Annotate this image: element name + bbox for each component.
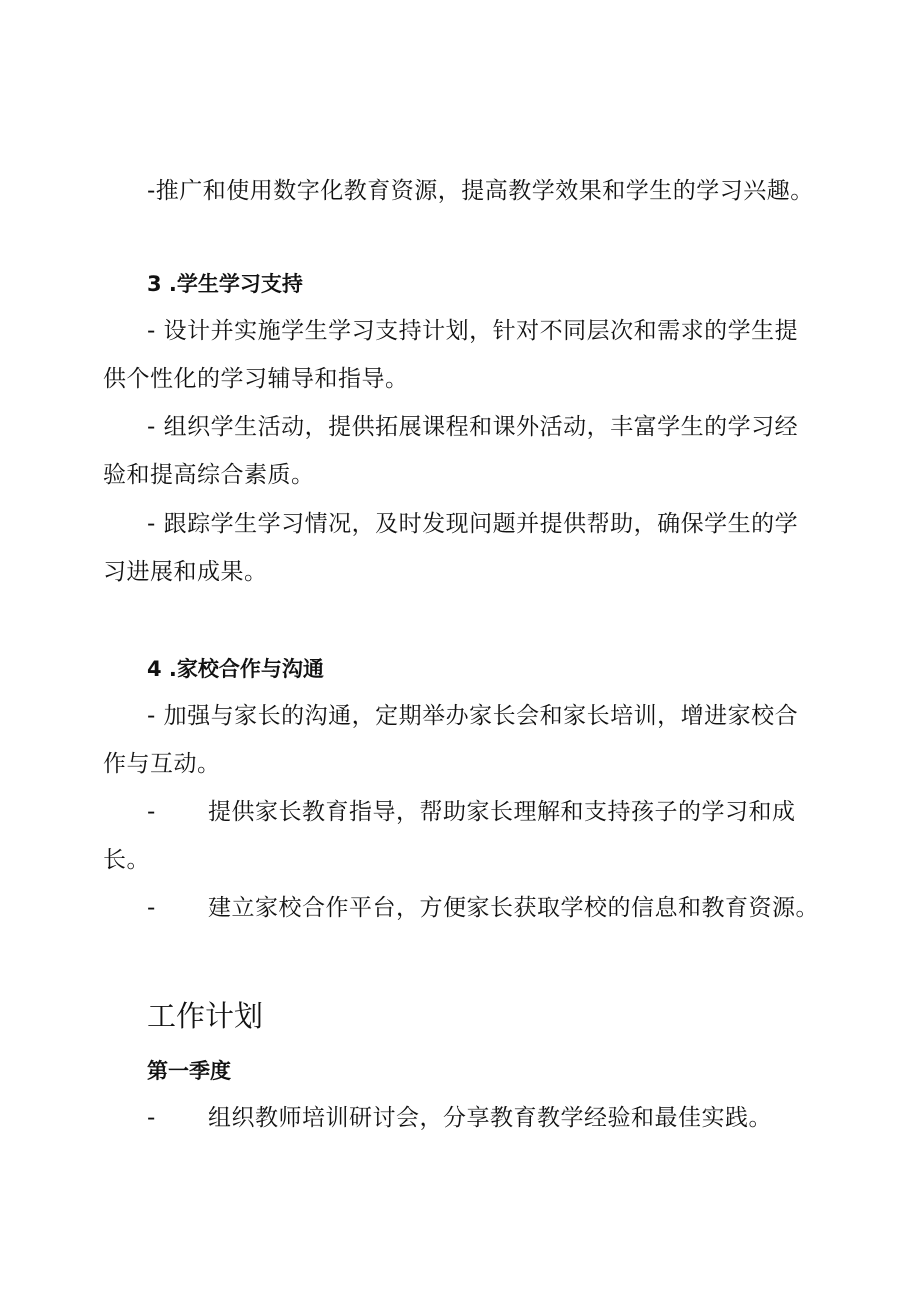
- section2-item: -推广和使用数字化教育资源，提高教学效果和学生的学习兴趣。: [147, 178, 814, 204]
- section4-item-2-line2: 长。: [103, 847, 150, 873]
- section3-item-3-line2: 习进展和成果。: [103, 559, 268, 585]
- section4-item-3-dash: -: [147, 895, 156, 921]
- section3-item-1-line2: 供个性化的学习辅导和指导。: [103, 366, 409, 392]
- section3-item-2-line2: 验和提高综合素质。: [103, 462, 315, 488]
- section4-heading: 4 .家校合作与沟通: [147, 657, 324, 681]
- section3-item-1-line1: - 设计并实施学生学习支持计划，针对不同层次和需求的学生提: [147, 318, 799, 344]
- section4-item-1-line2: 作与互动。: [103, 751, 221, 777]
- section4-item-3-line1: 建立家校合作平台，方便家长获取学校的信息和教育资源。: [208, 895, 819, 921]
- section4-item-2-line1: 提供家长教育指导，帮助家长理解和支持孩子的学习和成: [208, 799, 796, 825]
- q1-item-1-dash: -: [147, 1105, 156, 1131]
- q1-item-1-text: 组织教师培训研讨会，分享教育教学经验和最佳实践。: [208, 1105, 772, 1131]
- q1-heading: 第一季度: [147, 1059, 231, 1083]
- section4-item-2-dash: -: [147, 799, 156, 825]
- section4-item-1-line1: - 加强与家长的沟通，定期举办家长会和家长培训，增进家校合: [147, 703, 799, 729]
- section3-item-2-line1: - 组织学生活动，提供拓展课程和课外活动，丰富学生的学习经: [147, 414, 799, 440]
- section3-heading: 3 .学生学习支持: [147, 272, 303, 296]
- section3-item-3-line1: - 跟踪学生学习情况，及时发现问题并提供帮助，确保学生的学: [147, 511, 799, 537]
- work-plan-title: 工作计划: [147, 999, 264, 1033]
